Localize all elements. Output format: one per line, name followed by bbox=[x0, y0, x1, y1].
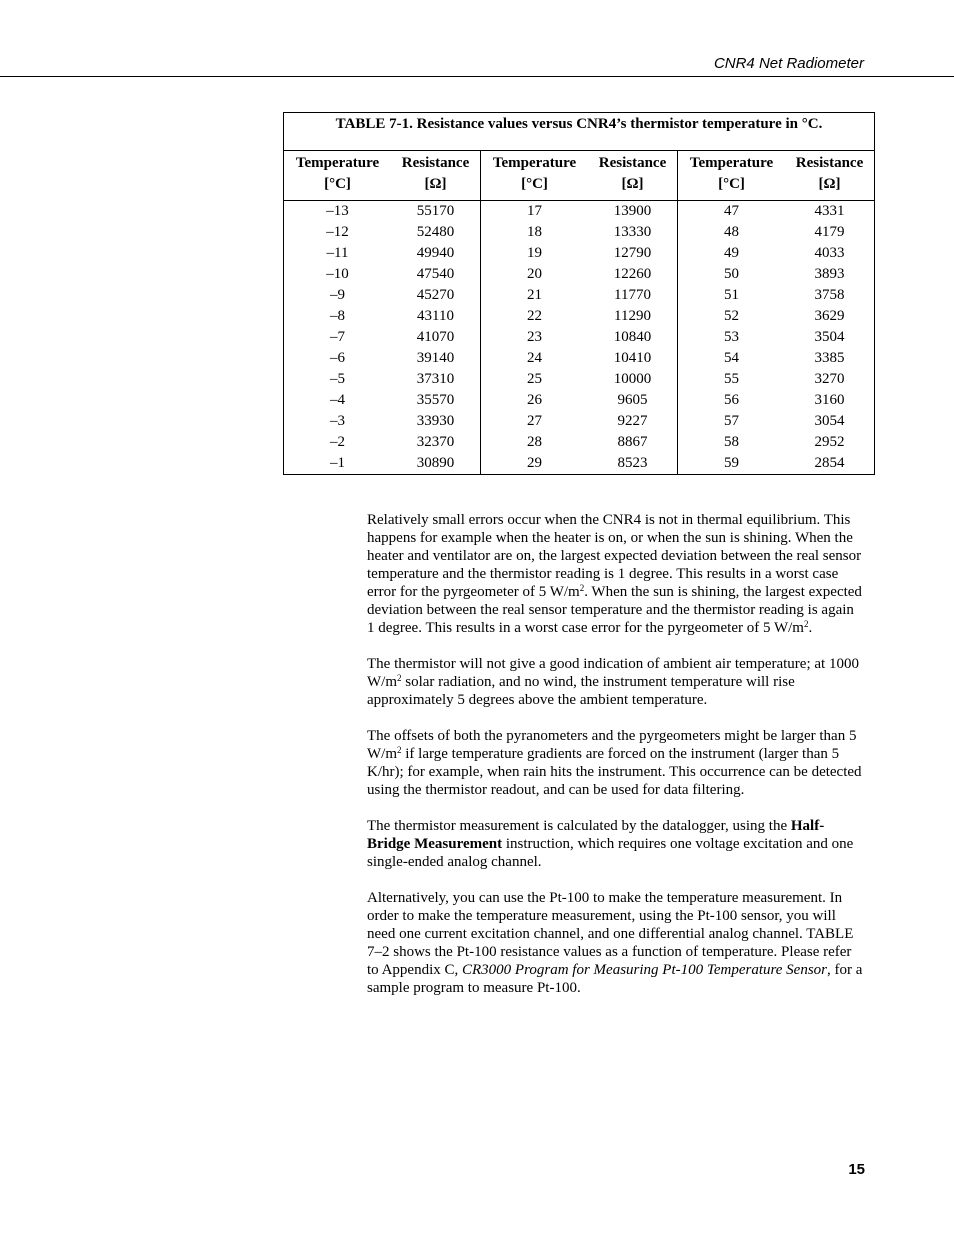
table-cell: 47540 bbox=[416, 266, 455, 282]
column-header bbox=[284, 151, 391, 201]
table-cell: 3893 bbox=[814, 266, 845, 282]
p3-superscript: 2 bbox=[397, 745, 402, 755]
table-caption: TABLE 7-1. Resistance values versus CNR4’s thermistor temperature in °C. bbox=[284, 113, 874, 151]
table-cell: –2 bbox=[330, 434, 345, 450]
paragraph-ambient-temperature bbox=[367, 655, 865, 709]
table-cell: 55170 bbox=[416, 203, 455, 219]
half-bridge-instruction-name: Half-Bridge Measurement bbox=[367, 818, 825, 852]
table-cell: 53 bbox=[724, 329, 739, 345]
table-cell: 3054 bbox=[814, 413, 845, 429]
column-header-label: Temperature bbox=[492, 155, 577, 171]
table-cell: 52480 bbox=[416, 224, 455, 240]
table-cell: 29 bbox=[527, 455, 542, 471]
table-cell: 32370 bbox=[416, 434, 455, 450]
column-body bbox=[678, 201, 785, 474]
column-body bbox=[588, 201, 677, 474]
column-header-label: Resistance bbox=[401, 155, 470, 171]
table-cell: 18 bbox=[527, 224, 542, 240]
p5-text-a: Alternatively, you can use the Pt-100 to make the temperature measurement. In order to make the temperature measurement, using the Pt-100 sensor, you will need one current excitation channel, and one differential analog channel. TABLE 7–2 shows the Pt-100 resistance values as a function of temperature. Please refer to Appendix C, bbox=[367, 890, 854, 978]
table-cell: –4 bbox=[330, 392, 345, 408]
paragraph-offsets bbox=[367, 727, 865, 799]
table-cell: –9 bbox=[330, 287, 345, 303]
table-cell: 19 bbox=[527, 245, 542, 261]
table-cell: 23 bbox=[527, 329, 542, 345]
table-cell: 27 bbox=[527, 413, 542, 429]
column-header bbox=[391, 151, 480, 201]
table-cell: 4179 bbox=[814, 224, 845, 240]
p3-text-a: The offsets of both the pyranometers and the pyrgeometers might be larger than 5 W/m bbox=[367, 728, 857, 762]
p1-text-b: . When the sun is shining, the largest expected deviation between the real sensor temperature and the thermistor reading is again 1 degree. This results in a worst case error for the pyrgeometer of 5 W/m bbox=[367, 584, 862, 636]
table-cell: 24 bbox=[527, 350, 542, 366]
table-cell: 9605 bbox=[617, 392, 648, 408]
table-cell: –1 bbox=[330, 455, 345, 471]
table-cell: 30890 bbox=[416, 455, 455, 471]
column-header-unit: [°C] bbox=[324, 176, 351, 192]
table-cell: –6 bbox=[330, 350, 345, 366]
table-cell: 37310 bbox=[416, 371, 455, 387]
paragraph-pt100 bbox=[367, 889, 865, 997]
table-cell: 43110 bbox=[417, 308, 454, 324]
table-cell: 35570 bbox=[416, 392, 455, 408]
column-header bbox=[481, 151, 588, 201]
running-header: CNR4 Net Radiometer bbox=[713, 55, 864, 72]
table-cell: 25 bbox=[527, 371, 542, 387]
p2-superscript: 2 bbox=[397, 673, 402, 683]
table-cell: 21 bbox=[527, 287, 542, 303]
table-column bbox=[391, 151, 481, 474]
p1-text-a: Relatively small errors occur when the CNR4 is not in thermal equilibrium. This happens for example when the heater is on, or when the sun is shining. When the heater and ventilator are on, the largest expected deviation between the real sensor temperature and the thermistor reading is 1 degree. This results in a worst case error for the pyrgeometer of 5 W/m bbox=[367, 512, 862, 600]
p1-superscript-2: 2 bbox=[803, 619, 809, 629]
table-cell: 52 bbox=[724, 308, 739, 324]
p4-text-a: The thermistor measurement is calculated by the datalogger, using the bbox=[367, 818, 791, 834]
table-cell: –10 bbox=[326, 266, 349, 282]
column-header bbox=[785, 151, 874, 201]
table-cell: 13900 bbox=[613, 203, 652, 219]
table-cell: 3160 bbox=[814, 392, 845, 408]
page-number: 15 bbox=[848, 1161, 865, 1178]
table-cell: 56 bbox=[724, 392, 739, 408]
column-header-label: Temperature bbox=[689, 155, 774, 171]
table-cell: 17 bbox=[527, 203, 542, 219]
column-body bbox=[284, 201, 391, 474]
table-cell: 57 bbox=[724, 413, 739, 429]
table-cell: 13330 bbox=[613, 224, 652, 240]
table-cell: 10410 bbox=[613, 350, 652, 366]
table-cell: –12 bbox=[326, 224, 349, 240]
table-column bbox=[678, 151, 785, 474]
column-header bbox=[678, 151, 785, 201]
table-columns bbox=[284, 151, 874, 474]
column-header-unit: [°C] bbox=[718, 176, 745, 192]
column-header-label: Resistance bbox=[598, 155, 667, 171]
table-cell: 11770 bbox=[614, 287, 651, 303]
table-cell: 3758 bbox=[814, 287, 845, 303]
column-body bbox=[481, 201, 588, 474]
paragraph-half-bridge bbox=[367, 817, 865, 871]
table-cell: 48 bbox=[724, 224, 739, 240]
p2-text-b: solar radiation, and no wind, the instrument temperature will rise approximately 5 degrees above the ambient temperature. bbox=[367, 674, 795, 708]
p4-text-b: instruction, which requires one voltage excitation and one single-ended analog channel. bbox=[367, 836, 854, 870]
p2-text-a: The thermistor will not give a good indication of ambient air temperature; at 1000 W/m bbox=[367, 656, 859, 690]
p1-text-c: . bbox=[808, 620, 813, 636]
table-cell: 9227 bbox=[617, 413, 648, 429]
table-cell: 50 bbox=[724, 266, 739, 282]
table-cell: 12260 bbox=[613, 266, 652, 282]
table-column bbox=[588, 151, 678, 474]
table-cell: 51 bbox=[724, 287, 739, 303]
table-cell: –5 bbox=[330, 371, 345, 387]
table-cell: 49940 bbox=[416, 245, 455, 261]
table-cell: 3629 bbox=[814, 308, 845, 324]
table-cell: 3385 bbox=[814, 350, 845, 366]
table-cell: 59 bbox=[724, 455, 739, 471]
table-cell: 10000 bbox=[613, 371, 652, 387]
table-cell: –3 bbox=[330, 413, 345, 429]
table-cell: 2854 bbox=[814, 455, 845, 471]
paragraph-thermal-equilibrium bbox=[367, 511, 865, 637]
table-cell: 3504 bbox=[814, 329, 845, 345]
resistance-table bbox=[283, 112, 875, 475]
table-cell: 4033 bbox=[814, 245, 845, 261]
table-cell: 4331 bbox=[814, 203, 845, 219]
column-header-unit: [°C] bbox=[521, 176, 548, 192]
table-cell: 33930 bbox=[416, 413, 455, 429]
table-cell: 54 bbox=[724, 350, 739, 366]
column-header-label: Resistance bbox=[795, 155, 864, 171]
column-body bbox=[391, 201, 480, 474]
column-header-label: Temperature bbox=[295, 155, 380, 171]
appendix-title: CR3000 Program for Measuring Pt-100 Temperature Sensor bbox=[462, 962, 828, 978]
column-header-unit: [Ω] bbox=[424, 176, 447, 192]
table-cell: 28 bbox=[527, 434, 542, 450]
body-text bbox=[367, 511, 865, 1015]
table-cell: 12790 bbox=[613, 245, 652, 261]
table-cell: 26 bbox=[527, 392, 542, 408]
table-cell: 39140 bbox=[416, 350, 455, 366]
table-cell: 3270 bbox=[814, 371, 845, 387]
table-column bbox=[284, 151, 391, 474]
column-header bbox=[588, 151, 677, 201]
p3-text-b: if large temperature gradients are forced on the instrument (larger than 5 K/hr); for example, when rain hits the instrument. This occurrence can be detected using the thermistor readout, and can be used for data filtering. bbox=[367, 746, 862, 798]
table-cell: 49 bbox=[724, 245, 739, 261]
table-column bbox=[785, 151, 874, 474]
table-cell: 22 bbox=[527, 308, 542, 324]
table-cell: –7 bbox=[330, 329, 345, 345]
table-cell: 8523 bbox=[617, 455, 648, 471]
column-header-unit: [Ω] bbox=[818, 176, 841, 192]
table-cell: 45270 bbox=[416, 287, 455, 303]
table-cell: 20 bbox=[527, 266, 542, 282]
table-cell: –8 bbox=[330, 308, 345, 324]
table-cell: 58 bbox=[724, 434, 739, 450]
table-cell: 8867 bbox=[617, 434, 648, 450]
p5-text-b: , for a sample program to measure Pt-100. bbox=[367, 962, 863, 996]
column-body bbox=[785, 201, 874, 474]
header-rule bbox=[0, 76, 954, 77]
table-cell: 10840 bbox=[613, 329, 652, 345]
p1-superscript-1: 2 bbox=[579, 583, 585, 593]
table-column bbox=[481, 151, 588, 474]
table-cell: 11290 bbox=[614, 308, 651, 324]
table-cell: –13 bbox=[326, 203, 349, 219]
table-cell: –11 bbox=[326, 245, 349, 261]
table-cell: 41070 bbox=[416, 329, 455, 345]
table-cell: 2952 bbox=[814, 434, 845, 450]
column-header-unit: [Ω] bbox=[621, 176, 644, 192]
table-cell: 47 bbox=[724, 203, 739, 219]
table-cell: 55 bbox=[724, 371, 739, 387]
